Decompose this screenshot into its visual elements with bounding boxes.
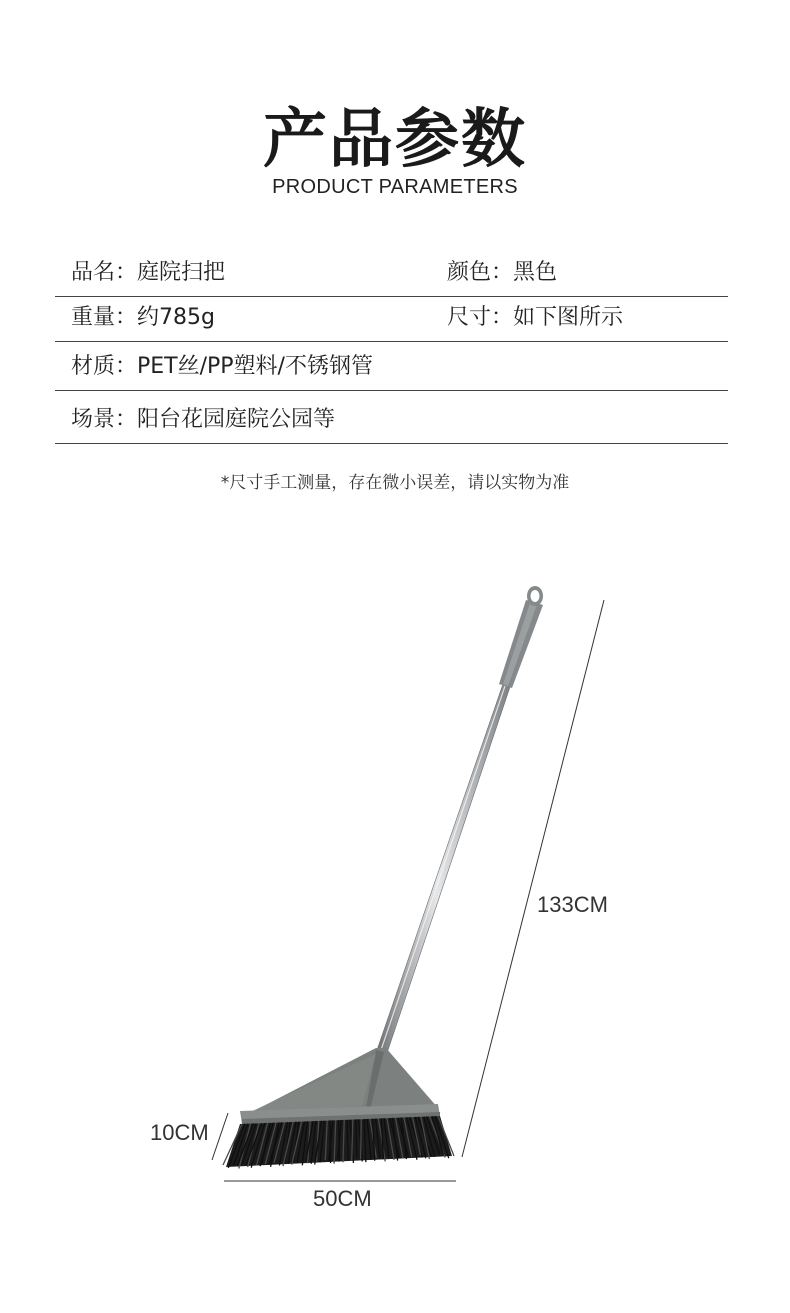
bristle-strand xyxy=(361,1119,362,1159)
param-name: 品名：庭院扫把 xyxy=(71,260,226,285)
broom-head xyxy=(240,1048,440,1124)
head-height-dimension-line xyxy=(212,1113,228,1160)
broom-illustration xyxy=(0,560,790,1260)
width-label: 50CM xyxy=(313,1186,372,1211)
params-table xyxy=(55,250,728,444)
measurement-note: *尺寸手工测量，存在微小误差，请以实物为准 xyxy=(220,473,570,493)
param-weight: 重量：约785g xyxy=(71,305,215,330)
head-height-label: 10CM xyxy=(150,1120,209,1145)
page-title: 产品参数 xyxy=(263,103,527,177)
param-color: 颜色：黑色 xyxy=(447,260,558,285)
params-row xyxy=(55,391,728,444)
height-label: 133CM xyxy=(537,892,608,917)
broom-figure xyxy=(0,560,790,1260)
params-row xyxy=(55,342,728,391)
params-row xyxy=(55,297,728,342)
broom-pole xyxy=(377,681,511,1053)
param-material: 材质：PET丝/PP塑料/不锈钢管 xyxy=(71,354,373,379)
broom-bristles xyxy=(223,1116,454,1169)
param-size: 尺寸：如下图所示 xyxy=(447,305,624,330)
page-subtitle: PRODUCT PARAMETERS xyxy=(272,176,518,198)
params-row xyxy=(55,250,728,297)
height-dimension-line xyxy=(462,600,604,1157)
param-scene: 场景：阳台花园庭院公园等 xyxy=(71,407,336,432)
broom-handle xyxy=(499,586,543,688)
